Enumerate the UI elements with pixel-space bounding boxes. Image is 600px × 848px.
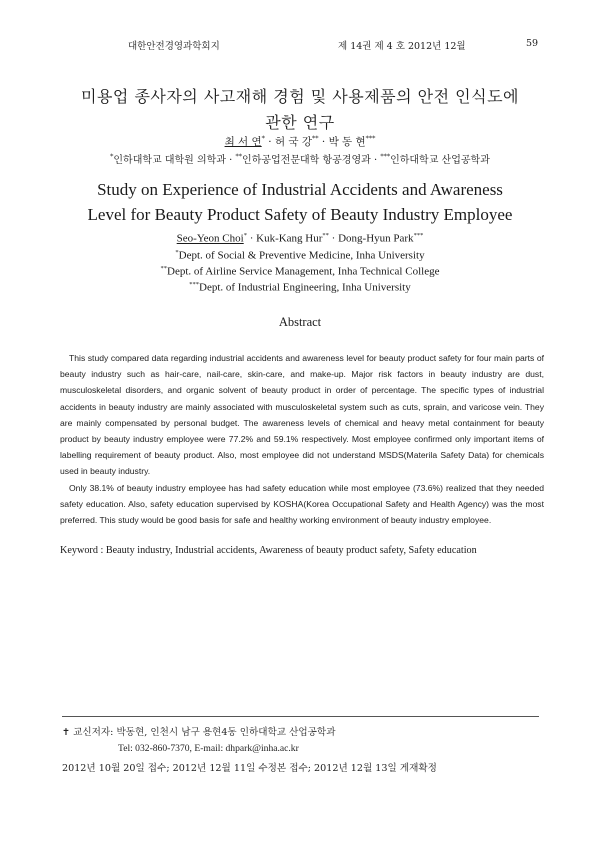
korean-affiliations — [0, 151, 600, 166]
separator: · — [328, 232, 339, 245]
english-author-3: Dong-Hyun Park — [338, 232, 414, 245]
affil-mark: *** — [380, 152, 391, 161]
abstract-body — [60, 350, 544, 528]
korean-authors — [0, 134, 600, 149]
author-mark: *** — [413, 232, 424, 239]
korean-title-line2: 관한 연구 — [265, 113, 335, 132]
running-header — [0, 38, 600, 52]
english-title-line2: Level for Beauty Product Safety of Beauty Industry Employee — [87, 205, 513, 224]
korean-author-2: 허 국 강 — [274, 136, 313, 148]
korean-author-1: 최 서 연 — [224, 136, 262, 148]
author-mark: ** — [312, 134, 319, 143]
abstract-paragraph-1: This study compared data regarding industrial accidents and awareness level for beauty product safety for four main parts of beauty industry such as hair-care, nail-care, skin-care, and make-up. Major risk factors in beauty industry are dust, musculoskeletal disorders, and organic solvent of beauty product in order of percentage. The specific types of industrial accidents in beauty industry are mainly associated with musculoskeletal system such as cuts, sprain, and varicose vein. They are mainly compensated by personal budget. The awareness levels of chemical and heavy metal containment for beauty product by beauty industry employee were 77.2% and 59.1% respectively. Most employee confirmed only important items of labelling requirement of beauty product. Also, most employee did not understand MSDS(Materila Safety Data) for chemicals used in beauty industry. — [60, 353, 544, 477]
english-affiliation-3 — [0, 281, 600, 294]
page-number: 59 — [526, 38, 539, 49]
affil-text: Dept. of Airline Service Management, Inha Technical College — [167, 265, 440, 278]
author-mark: * — [261, 134, 265, 143]
affil-mark: * — [175, 249, 179, 256]
affil-text: Dept. of Social & Preventive Medicine, Inha University — [178, 249, 425, 262]
keyword-label: Keyword : — [60, 545, 106, 556]
korean-title-line1: 미용업 종사자의 사고재해 경험 및 사용제품의 안전 인식도에 — [80, 87, 519, 106]
abstract-paragraph-2: Only 38.1% of beauty industry employee has had safety education while most employee (73.6%) realized that they needed safety education. Also, safety education supervised by KOSHA(Korea Occupational Safety and Health Agency) was the most preferred. This study would be good basis for safe and healthy working environment of beauty industry employee. — [60, 482, 544, 526]
korean-affil-3: 인하대학교 산업공학과 — [390, 155, 490, 166]
affil-text: Dept. of Industrial Engineering, Inha University — [199, 281, 411, 294]
korean-affil-1: 인하대학교 대학원 의학과 · — [113, 155, 236, 166]
journal-name: 대한안전경영과학회지 — [128, 41, 220, 52]
author-mark: *** — [365, 134, 376, 143]
english-title-line1: Study on Experience of Industrial Accidents and Awareness — [97, 180, 503, 199]
contact-info: Tel: 032-860-7370, E-mail: dhpark@inha.ac.kr — [118, 743, 299, 754]
abstract-heading: Abstract — [278, 315, 322, 329]
english-author-2: Kuk-Kang Hur — [256, 232, 323, 245]
english-affiliation-1 — [0, 249, 600, 262]
affil-mark: *** — [189, 281, 200, 288]
affil-mark: ** — [160, 265, 168, 272]
separator: · — [246, 232, 257, 245]
korean-affil-2: 인하공업전문대학 항공경영과 · — [242, 155, 381, 166]
affil-mark: * — [110, 152, 114, 161]
footnote-divider — [62, 716, 539, 717]
separator: · — [264, 136, 275, 148]
author-mark: * — [243, 232, 247, 239]
english-authors — [0, 232, 600, 245]
issue-info: 제 14권 제 4 호 2012년 12월 — [338, 41, 466, 52]
separator: · — [318, 136, 329, 148]
corresponding-author: ✝ 교신저자: 박동현, 인천시 남구 용현4동 인하대학교 산업공학과 — [62, 727, 336, 738]
author-mark: ** — [322, 232, 329, 239]
submission-dates: 2012년 10월 20일 접수; 2012년 12월 11일 수정본 접수; 2012년 12월 13일 게재확정 — [62, 763, 437, 774]
keyword-text: Beauty industry, Industrial accidents, Awareness of beauty product safety, Safety education — [105, 545, 477, 556]
korean-author-3: 박 동 현 — [328, 136, 366, 148]
english-author-1: Seo-Yeon Choi — [176, 232, 244, 245]
english-affiliation-2 — [0, 265, 600, 278]
affil-mark: ** — [235, 152, 243, 161]
keywords — [60, 545, 550, 556]
